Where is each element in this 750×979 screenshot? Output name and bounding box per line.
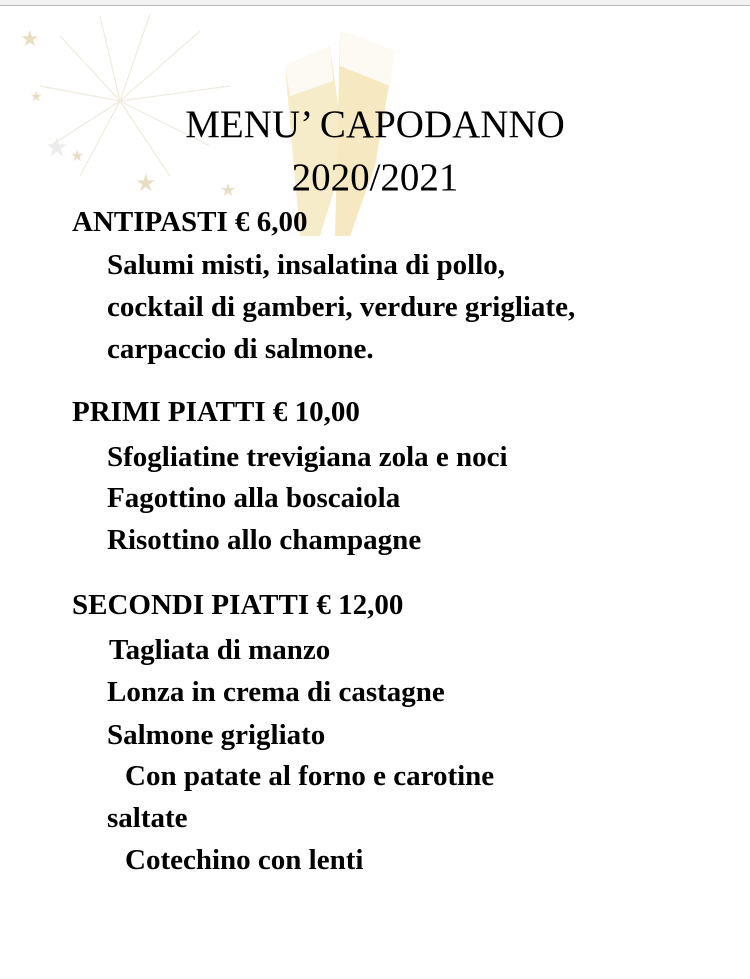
menu-item: Salmone grigliato (107, 719, 326, 751)
fireworks-icon (40, 14, 230, 176)
svg-text:★: ★ (70, 148, 85, 165)
section-heading-secondi: SECONDI PIATTI € 12,00 (72, 589, 404, 621)
svg-text:★: ★ (135, 171, 157, 197)
section-heading-antipasti: ANTIPASTI € 6,00 (72, 206, 308, 238)
svg-text:★: ★ (45, 133, 69, 162)
menu-item: Cotechino con lenti (125, 844, 364, 876)
menu-item: Sfogliatine trevigiana zola e noci (107, 441, 508, 473)
menu-title: MENU’ CAPODANNO (185, 103, 565, 146)
section-heading-primi: PRIMI PIATTI € 10,00 (72, 396, 360, 428)
menu-item: Fagottino alla boscaiola (107, 482, 401, 514)
menu-item: Tagliata di manzo (109, 634, 331, 666)
svg-text:★: ★ (30, 90, 43, 105)
menu-item: carpaccio di salmone. (107, 333, 374, 365)
svg-text:★: ★ (20, 26, 40, 51)
menu-item: Salumi misti, insalatina di pollo, (107, 249, 506, 281)
menu-item: Lonza in crema di castagne (107, 676, 445, 708)
menu-year: 2020/2021 (291, 156, 459, 199)
menu-item: saltate (107, 802, 188, 834)
menu-item: Risottino allo champagne (107, 524, 422, 556)
menu-item: Con patate al forno e carotine (125, 760, 495, 792)
menu-item: cocktail di gamberi, verdure grigliate, (107, 291, 576, 323)
svg-text:★: ★ (220, 180, 237, 200)
